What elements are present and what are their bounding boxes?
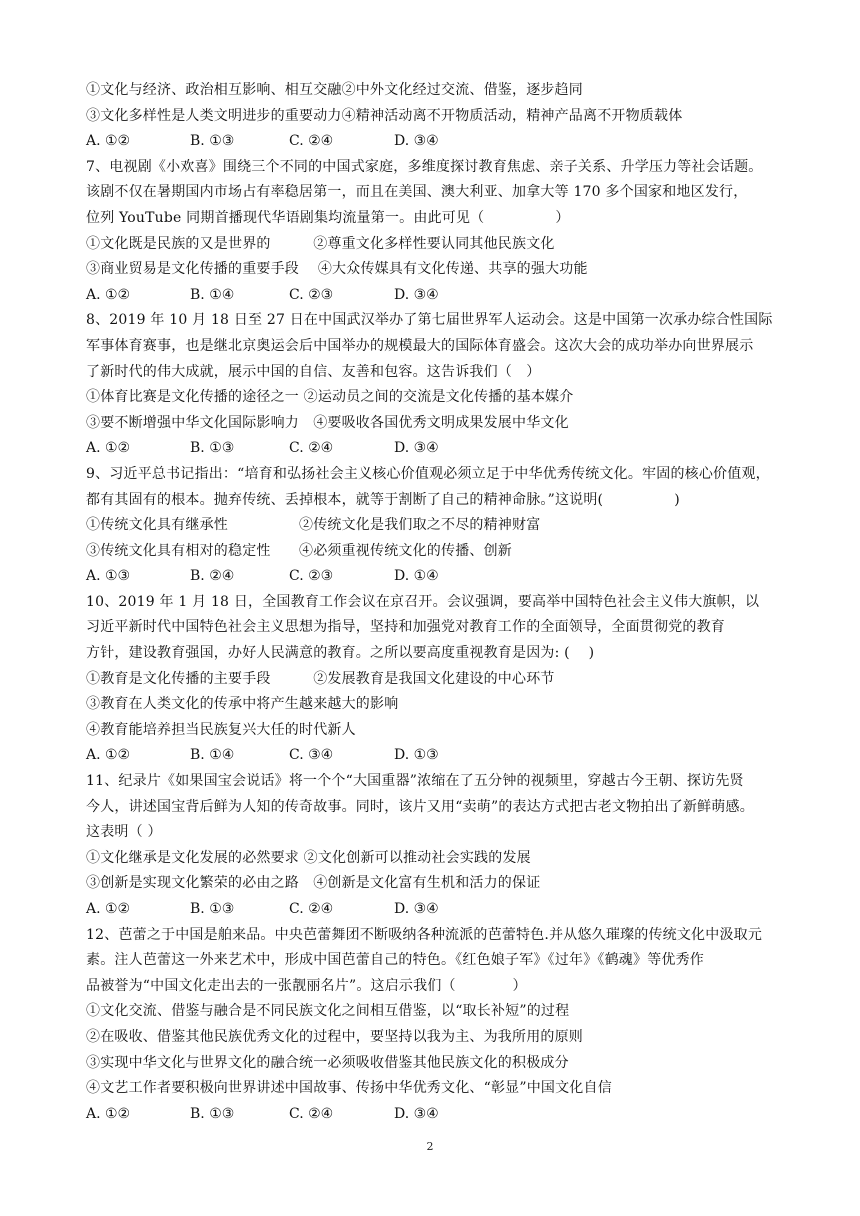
answer-option: D. ③④ [394,1105,439,1122]
question-content [86,78,776,1127]
text-line: 10、2019 年 1 月 18 日，全国教育工作会议在京召开。会议强调，要高举中国特色社会主义伟大旗帜，以 [86,593,760,610]
text-line: ①传统文化具有继承性 ②传统文化是我们取之不尽的精神财富 [86,517,541,534]
text-line: ③商业贸易是文化传播的重要手段 ④大众传媒具有文化传递、共享的强大功能 [86,261,588,278]
answer-option: B. ①④ [190,286,235,303]
answer-option: D. ③④ [394,286,439,303]
answer-option: C. ②③ [289,568,334,585]
text-line: 该剧不仅在暑期国内市场占有率稳居第一，而且在美国、澳大利亚、加拿大等 170 多个国家和地区发行， [86,184,748,201]
answer-options [86,283,776,309]
page-number: 2 [426,1140,434,1153]
text-line: 军事体育赛事，也是继北京奥运会后中国举办的规模最大的国际体育盛会。这次大会的成功举办向世界展示 [86,337,754,354]
text-line: 习近平新时代中国特色社会主义思想为指导，坚持和加强党对教育工作的全面领导，全面贯彻党的教育 [86,619,725,636]
answer-option: C. ②④ [289,1105,334,1122]
answer-option: B. ①③ [190,440,235,457]
answer-option: B. ②④ [190,568,235,585]
answer-options [86,897,776,923]
text-line: ③要不断增强中华文化国际影响力 ④要吸收各国优秀文明成果发展中华文化 [86,414,569,431]
text-line: ④教育能培养担当民族复兴大任的时代新人 [86,721,356,738]
answer-options [86,129,776,155]
answer-options [86,743,776,769]
text-line: 11、纪录片《如果国宝会说话》将一个个“大国重器”浓缩在了五分钟的视频里，穿越古今王朝、探访先贤 [86,773,744,790]
answer-option: C. ②④ [289,901,334,917]
text-line: 位列 YouTube 同期首播现代华语剧集均流量第一。由此可见（ ） [86,209,570,226]
text-line: ①文化交流、借鉴与融合是不同民族文化之间相互借鉴，以“取长补短”的过程 [86,1003,570,1020]
text-line: 8、2019 年 10 月 18 日至 27 日在中国武汉举办了第七届世界军人运动会。这是中国第一次承办综合性国际 [86,312,773,329]
answer-option: C. ②④ [289,133,334,150]
answer-option: B. ①③ [190,133,235,150]
answer-option: D. ①④ [394,568,439,585]
text-line: 7、电视剧《小欢喜》围绕三个不同的中国式家庭，多维度探讨教育焦虑、亲子关系、升学压力等社会话题。 [86,158,763,175]
answer-option: D. ③④ [394,133,439,150]
text-line: 品被誉为“中国文化走出去的一张靓丽名片”。这启示我们（ ） [86,977,527,994]
text-line: ①文化既是民族的又是世界的 ②尊重文化多样性要认同其他民族文化 [86,235,555,252]
text-line: 素。注人芭蕾这一外来艺术中，形成中国芭蕾自己的特色。《红色娘子军》《过年》《鹤魂》等优秀作 [86,952,704,969]
answer-option: C. ③④ [289,747,334,764]
answer-option: A. ①② [86,747,131,764]
answer-option: B. ①③ [190,1105,235,1122]
answer-options [86,436,776,462]
text-line: ④文艺工作者要积极向世界讲述中国故事、传扬中华优秀文化、“彰显”中国文化自信 [86,1080,612,1097]
text-line: ③文化多样性是人类文明进步的重要动力④精神活动离不开物质活动，精神产品离不开物质载体 [86,107,683,124]
answer-option: A. ①② [86,901,131,917]
answer-option: A. ①③ [86,568,131,585]
text-line: ①文化继承是文化发展的必然要求 ②文化创新可以推动社会实践的发展 [86,849,531,866]
text-line: 了新时代的伟大成就，展示中国的自信、友善和包容。这告诉我们（ ） [86,363,541,380]
text-line: ②在吸收、借鉴其他民族优秀文化的过程中，要坚持以我为主、为我所用的原则 [86,1028,583,1045]
text-line: 都有其固有的根本。抛弃传统、丢掉根本，就等于割断了自己的精神命脉。”这说明( ) [86,491,680,508]
text-line: 这表明（ ） [86,824,162,841]
answer-option: A. ①② [86,133,131,150]
text-line: ③创新是实现文化繁荣的必由之路 ④创新是文化富有生机和活力的保证 [86,875,541,892]
text-line: 12、芭蕾之于中国是舶来品。中央芭蕾舞团不断吸纳各种流派的芭蕾特色.并从悠久璀璨的传统文化中汲取元 [86,926,763,943]
answer-option: C. ②④ [289,440,334,457]
answer-option: D. ③④ [394,901,439,917]
text-line: ①文化与经济、政治相互影响、相互交融②中外文化经过交流、借鉴，逐步趋同 [86,82,583,98]
text-line: ③教育在人类文化的传承中将产生越来越大的影响 [86,696,399,713]
answer-option: A. ①② [86,440,131,457]
answer-option: A. ①② [86,1105,131,1122]
answer-option: D. ①③ [394,747,439,764]
text-line: ③实现中华文化与世界文化的融合统一必须吸收借鉴其他民族文化的积极成分 [86,1054,569,1071]
text-line: 今人，讲述国宝背后鲜为人知的传奇故事。同时，该片又用“卖萌”的表达方式把古老文物拍出了新鲜萌感。 [86,798,754,815]
answer-options [86,1102,776,1128]
text-line: 方针，建设教育强国，办好人民满意的教育。之所以要高度重视教育是因为: ( ) [86,645,595,662]
answer-option: B. ①③ [190,901,235,917]
text-line: 9、习近平总书记指出：“培育和弘扬社会主义核心价值观必须立足于中华优秀传统文化。牢固的核心价值观， [86,465,770,482]
text-line: ①体育比赛是文化传播的途径之一 ②运动员之间的交流是文化传播的基本媒介 [86,389,574,406]
text-line: ③传统文化具有相对的稳定性 ④必须重视传统文化的传播、创新 [86,542,512,559]
answer-option: A. ①② [86,286,131,303]
answer-option: B. ①④ [190,747,235,764]
text-line: ①教育是文化传播的主要手段 ②发展教育是我国文化建设的中心环节 [86,670,555,687]
answer-option: C. ②③ [289,286,334,303]
answer-option: D. ③④ [394,440,439,457]
answer-options [86,564,776,590]
